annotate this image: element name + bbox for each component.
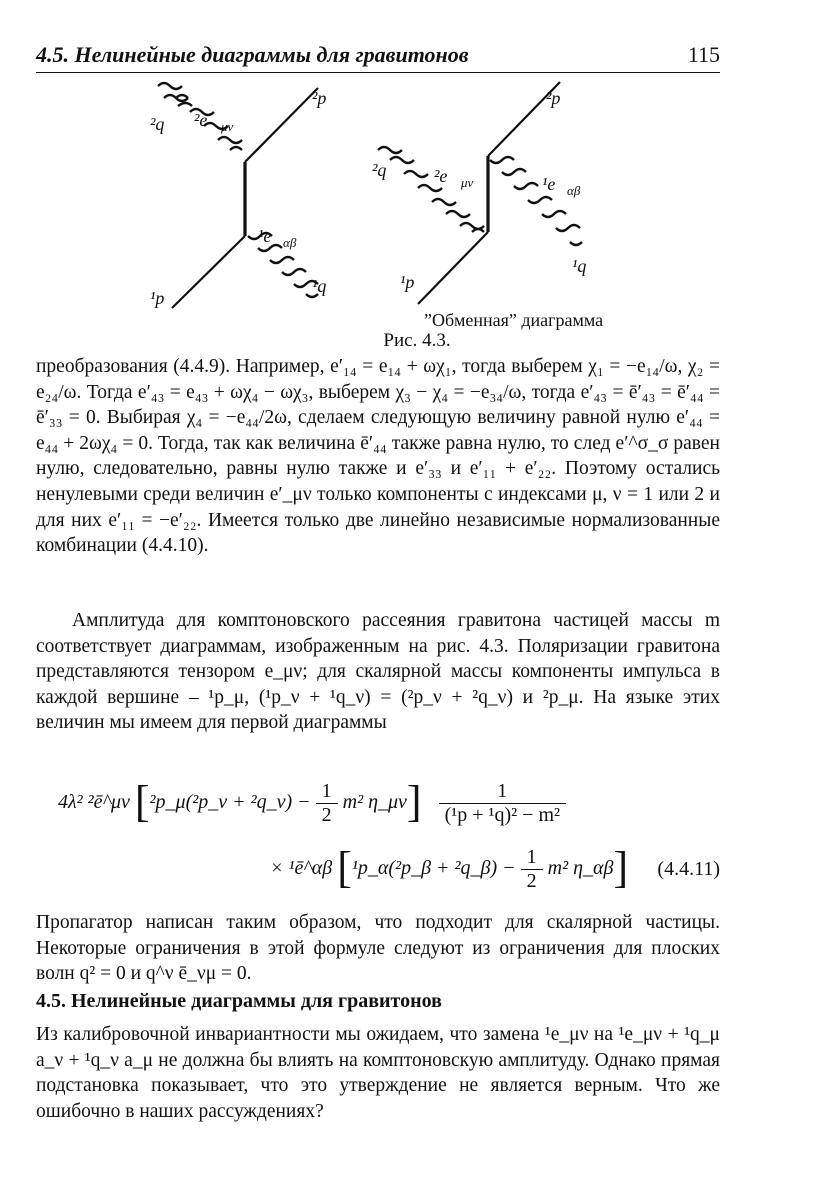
paragraph-3 <box>36 910 720 987</box>
paragraph-3-text: Пропагатор написан таким образом, что подходит для скалярной частицы. Некоторые ограничения в этой формуле следуют из ограничения для плоских волн q² = 0 и q^ν ē_νμ = 0. <box>36 912 720 985</box>
diagram-compton <box>158 83 318 308</box>
line-p1 <box>172 236 245 308</box>
formula-body-2: ¹p_α(²p_β + ²q_β) − <box>351 857 521 879</box>
propagator-num: 1 <box>439 780 566 804</box>
paragraph-1 <box>36 354 720 559</box>
half-num-1: 1 <box>316 780 338 804</box>
wavy-graviton-1-right <box>490 157 582 245</box>
half-fraction-2 <box>521 846 543 893</box>
formula-prefix-2: × ¹ē^αβ <box>270 857 333 879</box>
half-num-2: 1 <box>521 846 543 870</box>
formula-tail-2: m² η_αβ <box>542 857 614 879</box>
label-e1-left: ¹e <box>258 226 272 246</box>
paragraph-2-text: Амплитуда для комптоновского рассеяния гравитона частицей массы m соответствует диаграммам, изображенным на рис. 4.3. Поляризации гравитона представляются тензором e_μν; для скалярной массы компоненты импульса в каждой вершине – ¹p_μ, (¹p_ν + ¹q_ν) = (²p_ν + ²q_ν) и ²p_μ. На языке этих величин мы имеем для первой диаграммы <box>36 610 720 734</box>
line-p1-right <box>418 232 488 304</box>
propagator-den: (¹p + ¹q)² − m² <box>444 803 560 826</box>
formula-line-1 <box>58 776 566 827</box>
page-number: 115 <box>687 42 720 67</box>
label-q1-right: ¹q <box>572 256 587 276</box>
half-den-2: 2 <box>526 869 537 892</box>
label-e2-sub-right: μν <box>461 175 474 190</box>
equation-number: (4.4.11) <box>657 858 720 880</box>
paragraph-4-text: Из калибровочной инвариантности мы ожидаем, что замена ¹e_μν на ¹e_μν + ¹q_μ a_ν + ¹q_ν a_μ не должна бы влиять на комптоновскую амплитуду. Однако прямая подстановка показывает, что это утверждение не является верным. Что же ошибочно в наших рассуждениях? <box>36 1024 720 1122</box>
paragraph-1-text: преобразования (4.4.9). Например, e′₁₄ = e₁₄ + ωχ₁, тогда выберем χ₁ = −e₁₄/ω, χ₂ = e₂₄/ω. Тогда e′₄₃ = e₄₃ + ωχ₄ − ωχ₃, выберем χ₃ − χ₄ = −e₃₄/ω, тогда e′₄₃ = ē′₄₃ = ē′₄₄ = ē′₃₃ = 0. Выбирая χ₄ = −e₄₄/2ω, сделаем следующую величину равной нулю e′₄₄ = e₄₄ + 2ωχ₄ = 0. Тогда, так как величина ē′₄₄ также равна нулю, то след e′^σ_σ равен нулю, следовательно, равны нулю также и e′₃₃ и e′₁₁ + e′₂₂. Поэтому остались ненулевыми среди величин e′_μν только компоненты с индексами μ, ν = 1 или 2 и для них e′₁₁ = −e′₂₂. Имеется только две линейно независимые нормализованные комбинации (4.4.10). <box>36 356 720 557</box>
label-p2-right: ²p <box>546 88 561 108</box>
propagator-fraction <box>439 780 566 827</box>
paragraph-4 <box>36 1022 720 1124</box>
header-title: 4.5. Нелинейные диаграммы для гравитонов <box>36 42 469 67</box>
half-den-1: 2 <box>321 803 332 826</box>
figure-subcaption: ”Обменная” диаграмма <box>424 310 604 330</box>
bracket-open-1: [ <box>134 777 150 826</box>
diagram-right-labels <box>372 88 586 292</box>
label-e1-right: ¹e <box>542 174 556 194</box>
label-q1-left: ¹q <box>312 276 327 296</box>
line-p2 <box>245 88 318 162</box>
feynman-diagrams-figure <box>0 0 834 360</box>
label-p1-left: ¹p <box>150 288 165 308</box>
label-q2-right: ²q <box>372 160 387 180</box>
formula-body-1: ²p_μ(²p_ν + ²q_ν) − <box>149 791 316 813</box>
formula-tail-1: m² η_μν <box>337 791 407 813</box>
figure-caption: Рис. 4.3. <box>383 330 451 351</box>
label-e2-left: ²e <box>194 110 208 130</box>
formula-line-2 <box>270 842 628 893</box>
bracket-open-2: [ <box>337 843 352 892</box>
formula-prefix-1: 4λ² ²ē^μν <box>58 791 130 813</box>
half-fraction-1 <box>316 780 338 827</box>
section-title: 4.5. Нелинейные диаграммы для гравитонов <box>36 990 442 1012</box>
label-p1-right: ¹p <box>400 272 415 292</box>
label-e1-sub-left: αβ <box>283 235 297 250</box>
bracket-close-2: ] <box>613 843 629 892</box>
label-q2-left: ²q <box>150 114 165 134</box>
label-e2-right: ²e <box>434 166 448 186</box>
bracket-close-1: ] <box>406 777 422 826</box>
label-e1-sub-right: αβ <box>567 183 581 198</box>
diagram-left-labels <box>150 88 326 308</box>
label-e2-sub-left: μν <box>221 119 234 134</box>
label-p2-left: ²p <box>312 88 327 108</box>
paragraph-2 <box>36 608 720 736</box>
